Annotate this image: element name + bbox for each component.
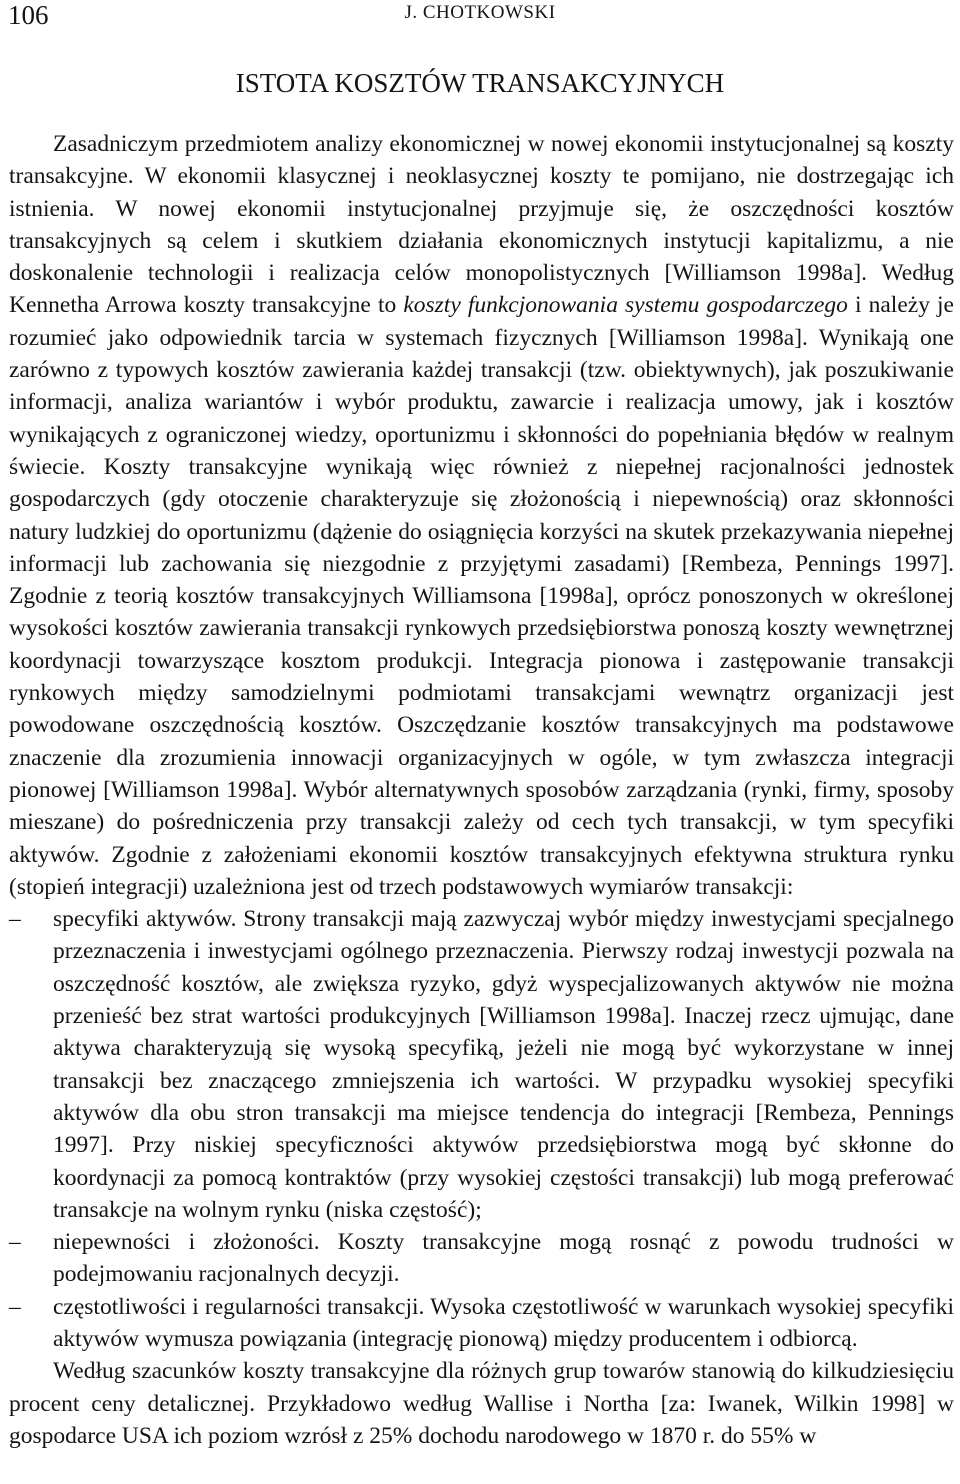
paragraph-intro: [9, 128, 954, 903]
list-item-text: niepewności i złożoności. Koszty transakcyjne mogą rosnąć z powodu trudności w podejmowaniu racjonalnych decyzji.: [53, 1229, 954, 1288]
list-dash: –: [9, 1293, 21, 1320]
list-item-text: częstotliwości i regularności transakcji. Wysoka częstotliwość w warunkach wysokiej specyfiki aktywów wymusza powiązania (integrację pionową) między producentem i odbiorcą.: [53, 1293, 954, 1352]
list-dash: –: [9, 906, 21, 933]
list-item: [9, 903, 954, 1226]
page-number: 106: [8, 0, 49, 30]
paragraph-intro-part1: Zasadniczym przedmiotem analizy ekonomicznej w nowej ekonomii instytucjonalnej są koszty transakcyjne. W ekonomii klasycznej i neoklasycznej koszty te pomijano, nie dostrzegając ich istnienia. W nowej ekonomii instytucjonalnej przyjmuje się, że oszczędności kosztów transakcyjnych są celem i skutkiem działania ekonomicznych instytucji kapitalizmu, a nie doskonalenie technologii i realizacja celów monopolistycznych [Williamson 1998a]. Według Kennetha Arrowa koszty transakcyjne to: [9, 131, 954, 319]
list-item-text: specyfiki aktywów. Strony transakcji mają zazwyczaj wybór między inwestycjami specjalnego przeznaczenia i inwestycjami ogólnego przeznaczenia. Pierwszy rodzaj inwestycji pozwala na oszczędność kosztów, ale zwiększa ryzyko, gdyż wyspecjalizowanych aktywów nie można przenieść bez strat wartości produkcyjnych [Williamson 1998a]. Inaczej rzecz ujmując, dane aktywa charakteryzują się wysoką specyfiką, jeżeli nie mogą być wykorzystane w innej transakcji bez znaczącego zmniejszenia ich wartości. W przypadku wysokiej specyfiki aktywów dla obu stron transakcji ma miejsce tendencja do integracji [Rembeza, Pennings 1997]. Przy niskiej specyficzności aktywów przedsiębiorstwa mogą być skłonne do koordynacji za pomocą kontraktów (przy wysokiej częstości transakcji) lub mogą preferować transakcje na wolnym rynku (niska częstość);: [53, 906, 954, 1223]
running-head: J. CHOTKOWSKI: [404, 2, 556, 23]
paragraph-intro-part2: i należy je rozumieć jako odpowiednik tarcia w systemach fizycznych [Williamson 1998a]. Wynikają one zarówno z typowych kosztów zawierania każdej transakcji (tzw. obiektywnych), jak poszukiwanie informacji, analiza wariantów i wybór produktu, zawarcie i realizacja umowy, jak i kosztów wynikających z ograniczonej wiedzy, oportunizmu i skłonności do popełniania błędów w realnym świecie. Koszty transakcyjne wynikają więc również z niepełnej racjonalności jednostek gospodarczych (gdy otoczenie charakteryzuje się złożonością i niepewnością) oraz skłonności natury ludzkiej do oportunizmu (dążenie do osiągnięcia korzyści na skutek przekazywania niepełnej informacji lub zachowania się niezgodnie z przyjętymi zasadami) [Rembeza, Pennings 1997]. Zgodnie z teorią kosztów transakcyjnych Williamsona [1998a], oprócz ponoszonych w określonej wysokości kosztów zawierania transakcji rynkowych przedsiębiorstwa ponoszą koszty wewnętrznej koordynacji towarzyszące kosztom produkcji. Integracja pionowa i zastępowanie transakcji rynkowych między samodzielnymi podmiotami transakcjami wewnątrz organizacji jest powodowane oszczędnością kosztów. Oszczędzanie kosztów transakcyjnych ma podstawowe znaczenie dla zrozumienia innowacji organizacyjnych w ogóle, w tym zwłaszcza integracji pionowej [Williamson 1998a]. Wybór alternatywnych sposobów zarządzania (rynki, firmy, sposoby mieszane) do pośredniczenia przy transakcji zależy od cech tych transakcji, w tym specyfiki aktywów. Zgodnie z założeniami ekonomii kosztów transakcyjnych efektywna struktura rynku (stopień integracji) uzależniona jest od trzech podstawowych wymiarów transakcji:: [9, 292, 954, 900]
paragraph-estimates: Według szacunków koszty transakcyjne dla różnych grup towarów stanowią do kilkudziesięciu procent ceny detalicznej. Przykładowo według Wallise i Northa [za: Iwanek, Wilkin 1998] w gospodarce USA ich poziom wzrósł z 25% dochodu narodowego w 1870 r. do 55% w: [9, 1358, 954, 1449]
section-title: ISTOTA KOSZTÓW TRANSAKCYJNYCH: [235, 68, 725, 98]
paragraph-intro-italic-term: koszty funkcjonowania systemu gospodarczego: [403, 292, 848, 319]
list-item: [9, 1226, 954, 1291]
list-dash: –: [9, 1229, 21, 1256]
body-text: [9, 128, 954, 1452]
list-item: [9, 1291, 954, 1356]
